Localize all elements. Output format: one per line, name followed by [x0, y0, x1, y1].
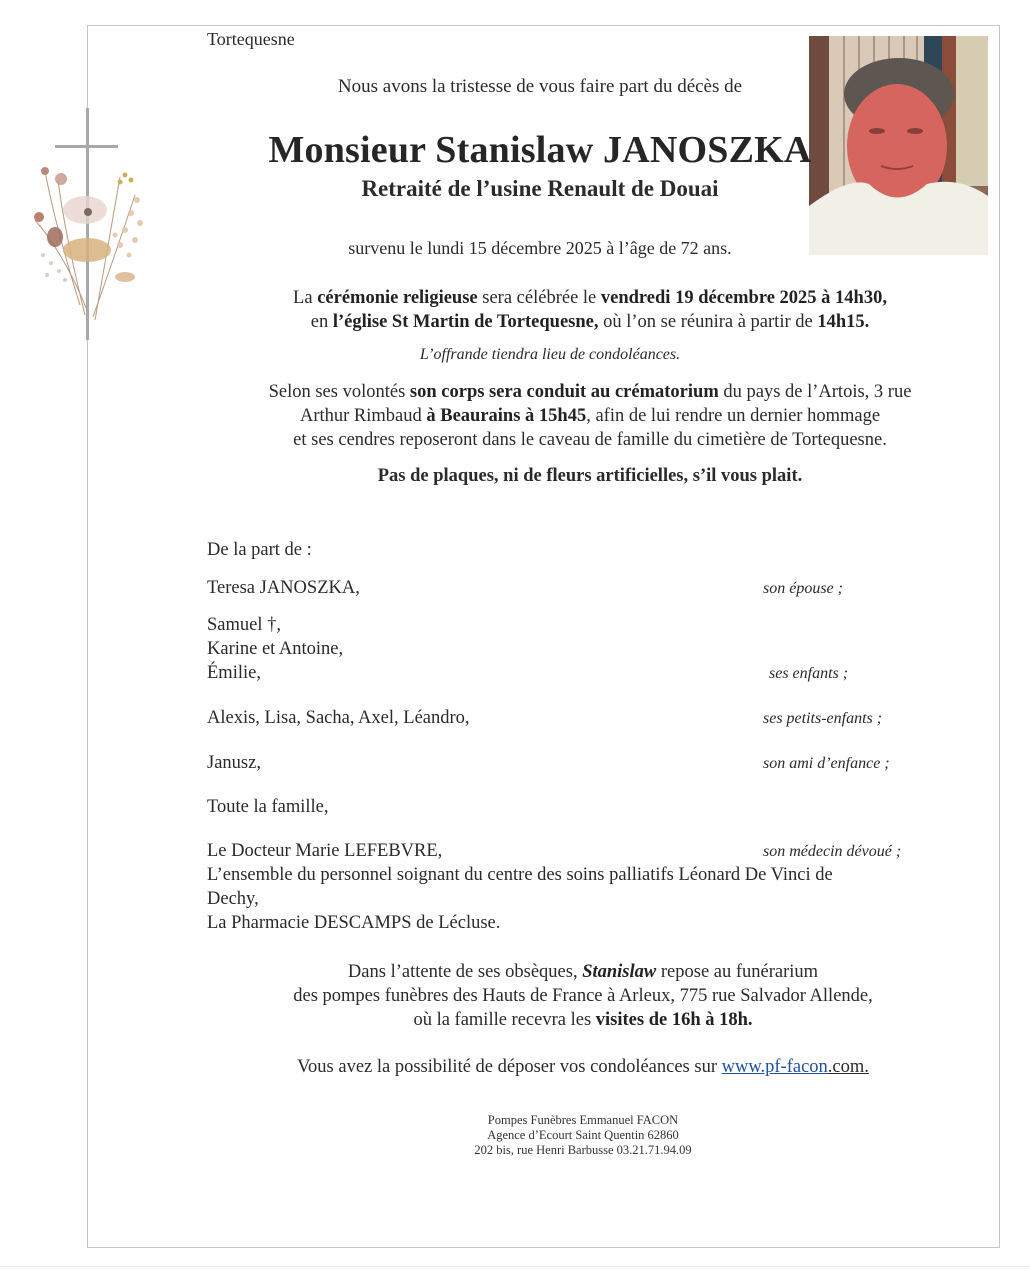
wishes-text: et ses cendres reposeront dans le caveau de famille du cimetière de Tortequesne. — [293, 430, 887, 450]
family-names: Dechy, — [207, 889, 259, 909]
gathering-time: 14h15. — [817, 312, 870, 332]
family-role: son ami d’enfance ; — [763, 755, 890, 772]
condolences-link[interactable]: www.pf-facon — [721, 1057, 828, 1077]
ceremony-type: cérémonie religieuse — [317, 288, 478, 308]
town-heading: Tortequesne — [207, 29, 295, 49]
family-role: ses enfants ; — [769, 665, 849, 682]
family-names: Alexis, Lisa, Sacha, Axel, Léandro, — [207, 708, 470, 728]
ceremony-date: vendredi 19 décembre 2025 à 14h30, — [600, 288, 887, 308]
no-flowers-note: Pas de plaques, ni de fleurs artificielles, s’il vous plait. — [377, 466, 803, 486]
family-names: Teresa JANOSZKA, — [207, 578, 360, 598]
condolences-paragraph — [150, 1057, 1016, 1078]
family-names: Émilie, — [207, 663, 261, 683]
ceremony-text: La — [293, 288, 318, 308]
family-names: L’ensemble du personnel soignant du centre des soins palliatifs Léonard De Vinci de — [207, 865, 833, 885]
family-names: La Pharmacie DESCAMPS de Lécluse. — [207, 913, 501, 933]
funeral-home-footer — [150, 1113, 1016, 1158]
wishes-text: Selon ses volontés — [268, 382, 410, 402]
cremation-paragraph — [150, 380, 1030, 452]
wishes-text: du pays de l’Artois, 3 rue — [718, 382, 912, 402]
scan-edge-line — [0, 1266, 1030, 1267]
waiting-text: où la famille recevra les — [413, 1010, 596, 1030]
offrande-note: L’offrande tiendra lieu de condoléances. — [419, 346, 681, 363]
deceased-name: Monsieur Stanislaw JANOSZKA — [268, 129, 812, 171]
visiting-hours: visites de 16h à 18h. — [595, 1010, 753, 1030]
deceased-first-name: Stanislaw — [582, 962, 657, 982]
deceased-occupation: Retraité de l’usine Renault de Douai — [361, 176, 719, 201]
family-names: Le Docteur Marie LEFEBVRE, — [207, 841, 443, 861]
footer-agency: Agence d’Ecourt Saint Quentin 62860 — [487, 1128, 679, 1142]
family-names: Janusz, — [207, 753, 261, 773]
condolences-text: Vous avez la possibilité de déposer vos condoléances sur — [297, 1057, 722, 1077]
family-row — [207, 839, 917, 935]
family-row — [207, 706, 917, 730]
family-names: Toute la famille, — [207, 797, 329, 817]
waiting-text: des pompes funèbres des Hauts de France à Arleux, 775 rue Salvador Allende, — [293, 986, 873, 1006]
ceremony-paragraph — [150, 286, 1030, 334]
condolences-link-suffix[interactable]: .com. — [827, 1057, 869, 1077]
footer-company: Pompes Funèbres Emmanuel FACON — [487, 1113, 679, 1127]
footer-address: 202 bis, rue Henri Barbusse 03.21.71.94.09 — [474, 1143, 692, 1157]
cremation-info: son corps sera conduit au crématorium — [409, 382, 719, 402]
cross-icon — [25, 105, 165, 345]
funerarium-paragraph — [150, 960, 1016, 1032]
family-role: son médecin dévoué ; — [763, 843, 902, 860]
cremation-time: à Beaurains à 15h45 — [426, 406, 587, 426]
intro-text: Nous avons la tristesse de vous faire part du décès de — [337, 76, 743, 97]
family-role: son épouse ; — [763, 580, 843, 597]
family-names: Karine et Antoine, — [207, 639, 344, 659]
death-notice: survenu le lundi 15 décembre 2025 à l’âge de 72 ans. — [348, 238, 732, 258]
family-names: Samuel †, — [207, 615, 281, 635]
family-row — [207, 795, 917, 819]
family-row — [207, 576, 917, 600]
wishes-text: , afin de lui rendre un dernier hommage — [586, 406, 881, 426]
wishes-text: Arthur Rimbaud — [299, 406, 427, 426]
family-row — [207, 613, 917, 685]
family-row — [207, 751, 917, 775]
waiting-text: Dans l’attente de ses obsèques, — [347, 962, 583, 982]
cross-flowers-ornament — [25, 105, 165, 345]
ceremony-place: l’église St Martin de Tortequesne, — [332, 312, 599, 332]
waiting-text: repose au funérarium — [656, 962, 819, 982]
family-role: ses petits-enfants ; — [763, 710, 883, 727]
ceremony-text: en — [310, 312, 333, 332]
ceremony-text: où l’on se réunira à partir de — [598, 312, 818, 332]
ceremony-text: sera célébrée le — [477, 288, 601, 308]
from-label: De la part de : — [207, 540, 312, 560]
